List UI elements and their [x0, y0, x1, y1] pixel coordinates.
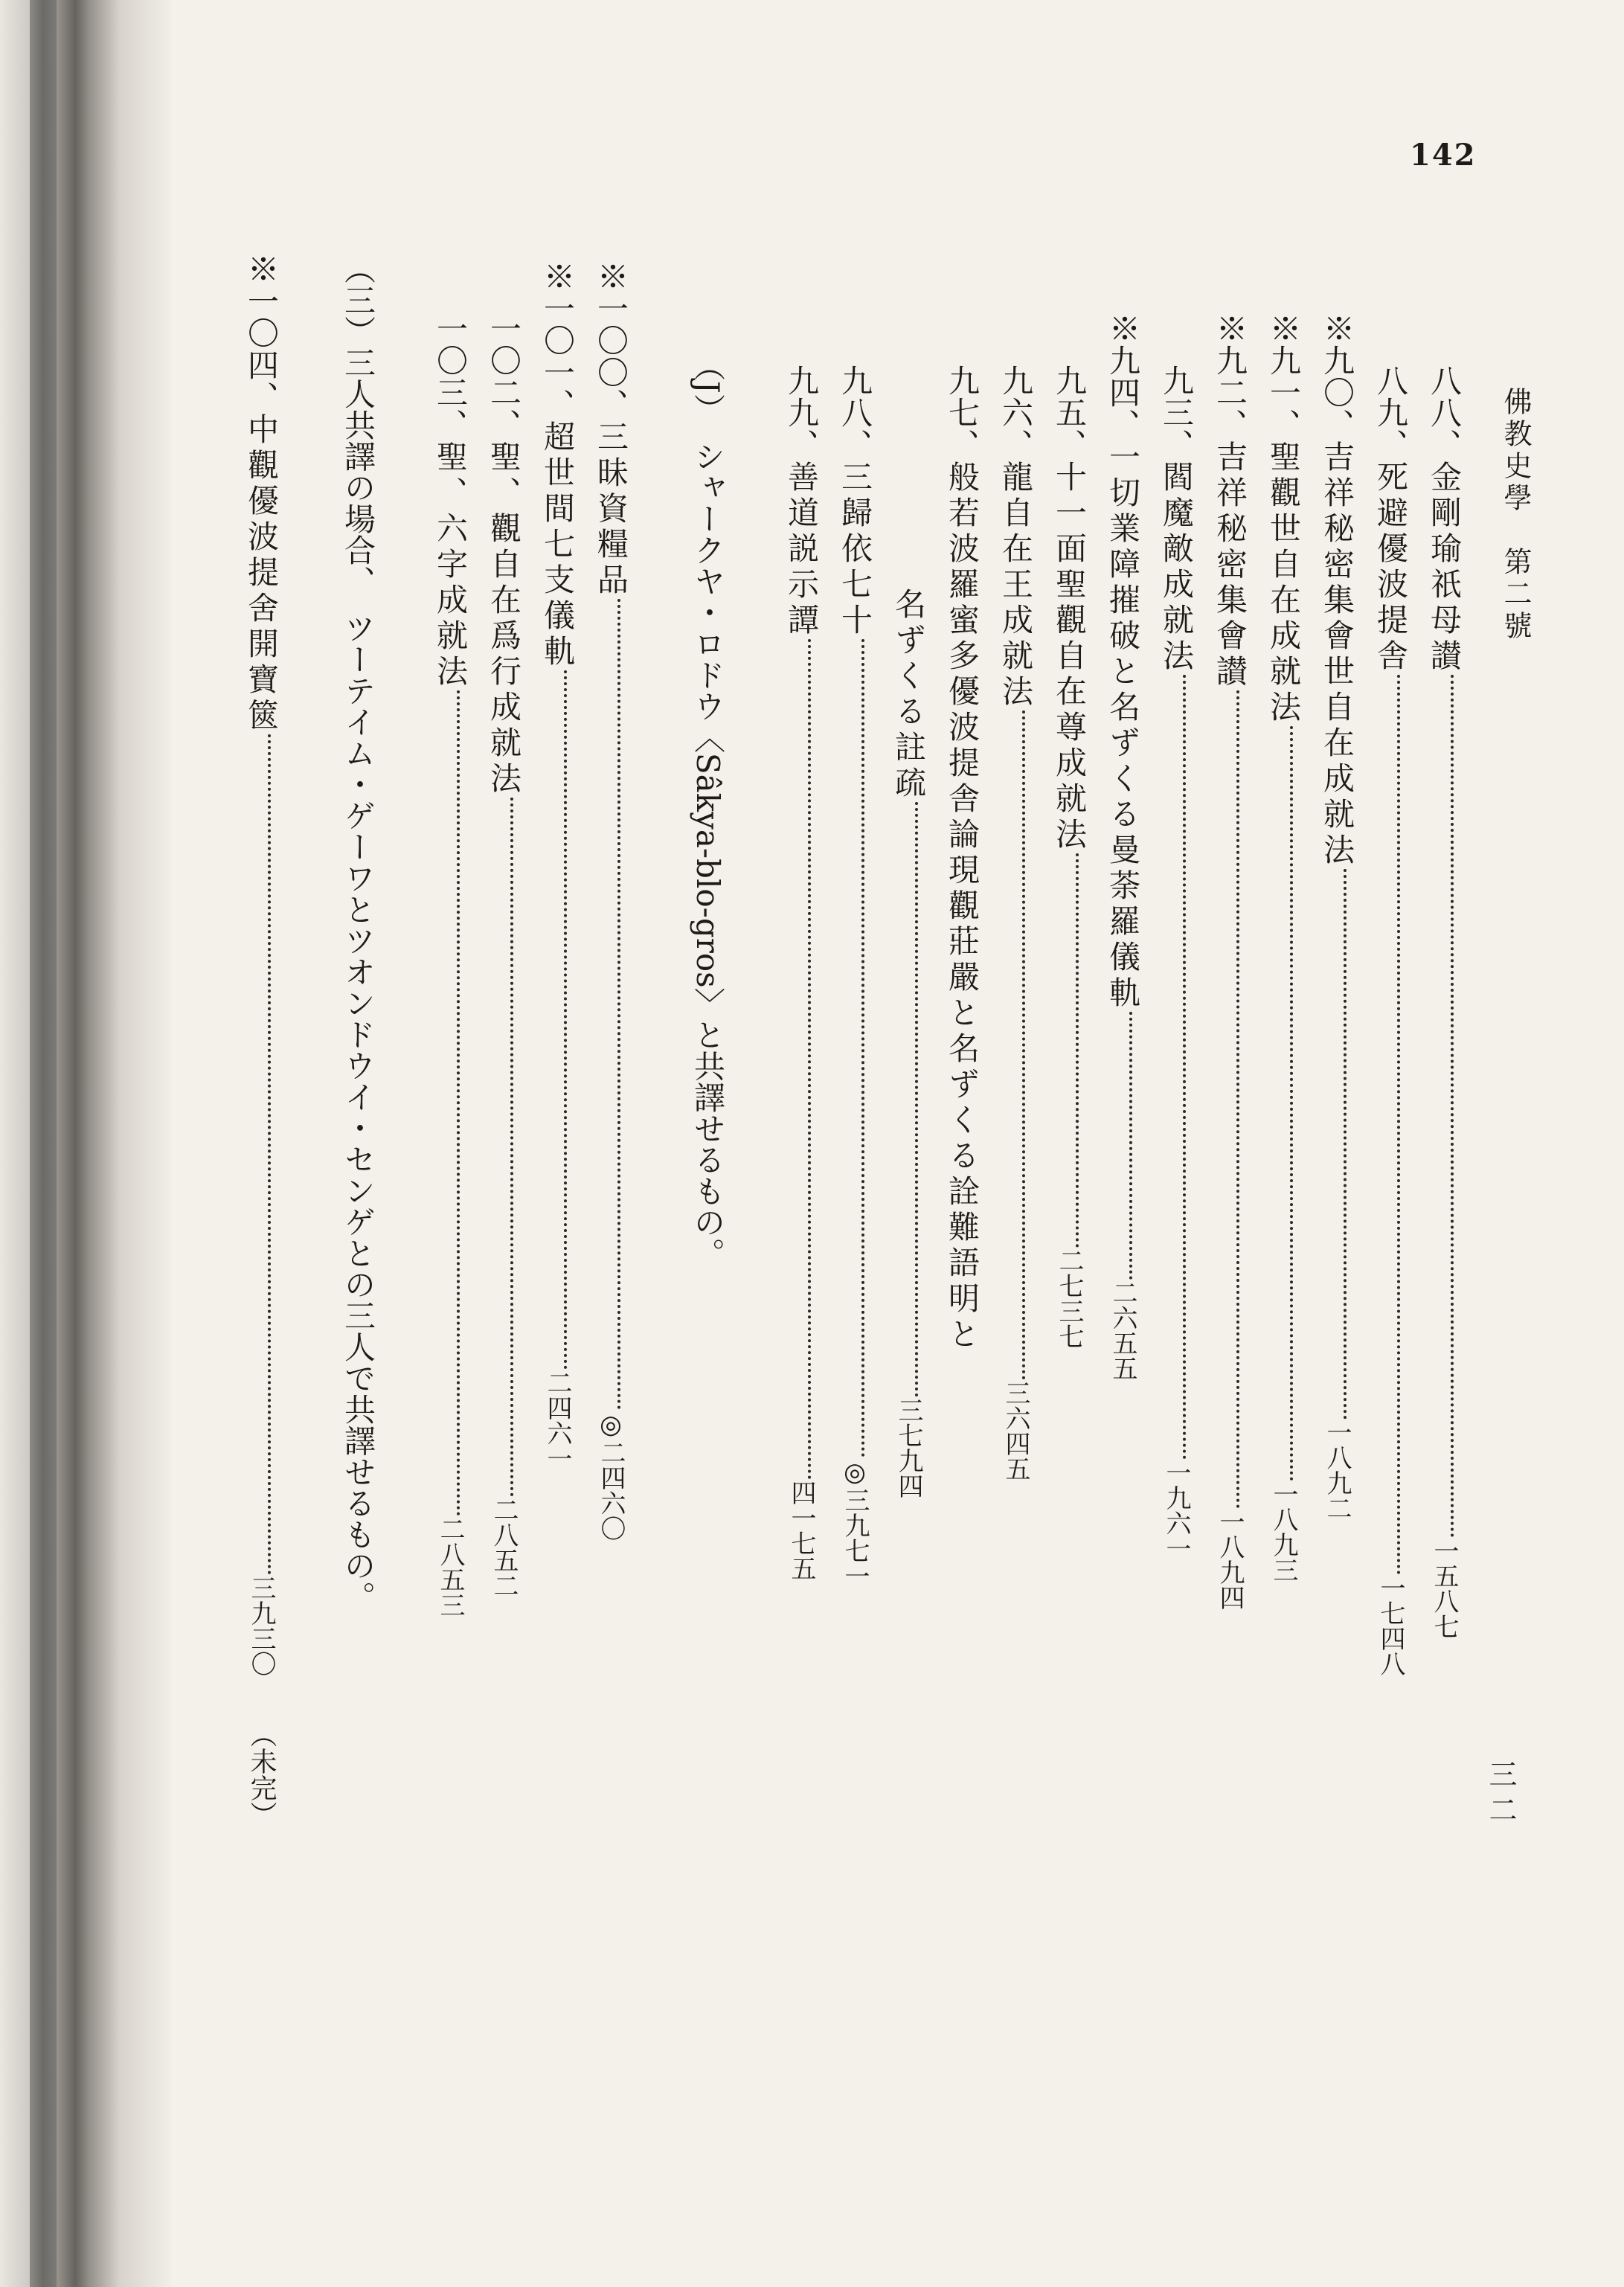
- leader-dots: [1183, 675, 1186, 1460]
- leader-dots: [510, 798, 513, 1497]
- list-item: 一〇二、聖、觀自在爲行成就法二八五二: [486, 312, 522, 1598]
- leader-dots: [617, 599, 620, 1410]
- leader-dots: [1397, 675, 1400, 1575]
- leader-dots: [808, 639, 811, 1480]
- list-item: 八九、死避優波提舎一七四八: [1373, 365, 1409, 1676]
- list-item: 九三、閻魔敵成就法一九六一: [1158, 365, 1195, 1561]
- list-item: ※一〇一、超世間七支儀軌二四六一: [539, 260, 576, 1471]
- section-heading: （J） シャークヤ・ロドウ〈Sâkya-blo-gros〉と共譯せるもの。: [690, 350, 726, 1269]
- list-item: ※九四、一切業障摧破と名ずくる曼荼羅儀軌二六五五: [1105, 312, 1141, 1381]
- list-item: ※九二、吉祥秘密集會讃一八九四: [1212, 312, 1248, 1610]
- leader-dots: [915, 802, 918, 1397]
- list-item: ※一〇四、中觀優波提舍開寶篋三九三〇（未完）: [243, 253, 280, 1828]
- leader-dots: [1451, 675, 1454, 1538]
- list-item: ※九一、聖觀世自在成就法一八九三: [1265, 312, 1302, 1582]
- list-item: 九五、十一面聖觀自在尊成就法二七三七: [1051, 365, 1088, 1349]
- leader-dots: [861, 639, 864, 1457]
- leader-dots: [268, 734, 271, 1575]
- leader-dots: [1129, 1012, 1132, 1280]
- list-item: 九六、龍自在王成就法三六四五: [998, 365, 1034, 1481]
- list-item: 九七、般若波羅蜜多優波提舎論現觀莊嚴と名ずくる詮難語明と: [944, 365, 981, 1353]
- list-item: ※一〇〇、三昧資糧品◎二四六〇: [593, 260, 629, 1541]
- section-heading: （三）三人共譯の場合、 ツーテイム・ゲーワとツオンドウイ・センゲとの三人で共譯せるもの。: [340, 253, 376, 1612]
- list-item: 名ずくる註疏三七九四: [890, 588, 927, 1498]
- list-item: 九九、善道説示譚四一七五: [783, 365, 820, 1581]
- leader-dots: [1344, 869, 1347, 1420]
- leader-dots: [457, 690, 460, 1516]
- list-item: ※九〇、吉祥秘密集會世自在成就法一八九二: [1319, 312, 1355, 1521]
- leader-dots: [1290, 726, 1293, 1481]
- list-item: 一〇三、聖、六字成就法二八五三: [432, 312, 469, 1617]
- running-header: 佛教史學 第二號: [1499, 387, 1532, 643]
- leader-dots: [564, 670, 567, 1370]
- list-item: 九八、三歸依七十◎三九七一: [837, 365, 873, 1588]
- leader-dots: [1236, 690, 1239, 1509]
- folio-number: 三二: [1484, 1760, 1517, 1831]
- book-spine-shadow: [0, 0, 171, 2287]
- leader-dots: [1022, 711, 1025, 1380]
- list-item: 八八、金剛瑜祇母讃一五八七: [1426, 365, 1463, 1639]
- book-binding-edge: [30, 0, 57, 2287]
- page-number: 142: [1410, 138, 1477, 173]
- leader-dots: [1076, 853, 1079, 1248]
